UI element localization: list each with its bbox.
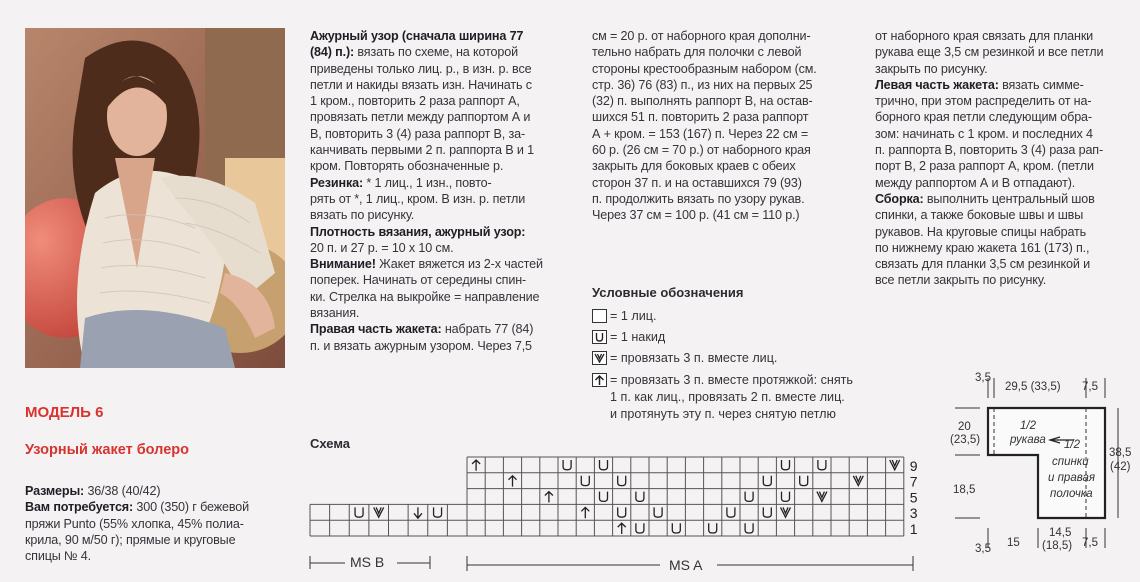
text-line: порт В, 2 раза раппорт А, кром. (петли xyxy=(875,159,1094,174)
text-line: поперек. Начинать от середины спин- xyxy=(310,273,527,288)
legend-sk2p xyxy=(592,372,853,388)
legend-text: = провязать 3 п. вместе лиц. xyxy=(610,351,778,365)
heading-assembly: Сборка: xyxy=(875,191,924,206)
text-line: связать для планки 3,5 см резинкой и xyxy=(875,257,1090,272)
text-line: вязать по рисунку. xyxy=(310,208,415,223)
heading-rib: Резинка: xyxy=(310,175,363,190)
legend-text: = провязать 3 п. вместе протяжкой: снять xyxy=(610,373,853,387)
dim-label: 3,5 xyxy=(975,543,991,555)
text-line: Через 37 см = 100 р. (41 см = 110 р.) xyxy=(592,208,800,223)
knit-symbol-icon xyxy=(592,309,607,323)
text-line: стороны крестообразным набором (см. xyxy=(592,61,817,76)
text-line: ки. Стрелка на выкройке = направление xyxy=(310,289,540,304)
text-line: п. продолжить вязать по узору рукав. xyxy=(592,191,805,206)
text-line: трично, при этом распределить от на- xyxy=(875,94,1092,109)
knitting-chart xyxy=(305,453,930,578)
need-value: 300 (350) г бежевой xyxy=(133,500,249,515)
yarn-over-symbol-icon xyxy=(592,330,607,344)
back-label: спинки xyxy=(1052,456,1089,468)
dim-label: 20 xyxy=(958,421,971,433)
row-number: 1 xyxy=(909,521,918,537)
text-line: 1 кром., повторить 2 раза раппорт А, xyxy=(310,94,520,109)
text-line: (32) п. выполнять раппорт В, на остав- xyxy=(592,94,813,109)
heading-left-part: Левая часть жакета: xyxy=(875,77,999,92)
legend-text: = 1 накид xyxy=(610,330,666,344)
text-line: между раппортом А и В отпадают). xyxy=(875,175,1076,190)
sizes-label: Размеры: xyxy=(25,484,85,498)
dim-label: 7,5 xyxy=(1082,381,1098,393)
model-photo xyxy=(25,28,285,368)
text-line: рукава еще 3,5 см резинкой и все петли xyxy=(875,45,1104,60)
dim-label: (23,5) xyxy=(950,434,981,446)
back-label: и правая xyxy=(1048,472,1095,484)
dim-label: 15 xyxy=(1007,537,1020,549)
text-column-1 xyxy=(310,28,572,354)
text-line: борного края петли следующим обра- xyxy=(875,110,1092,125)
dim-label: 7,5 xyxy=(1082,537,1098,549)
text-line: все петли закрыть по рисунку. xyxy=(875,273,1047,288)
model-title: МОДЕЛЬ 6 xyxy=(25,404,104,421)
text-line: п. и вязать ажурным узором. Через 7,5 xyxy=(310,338,532,353)
row-number: 9 xyxy=(909,457,918,474)
text-line: тельно набрать для полочки с левой xyxy=(592,45,802,60)
text-line: от наборного края связать для планки xyxy=(875,29,1094,43)
sleeve-label: рукава xyxy=(1010,434,1046,446)
dim-label: 3,5 xyxy=(975,372,991,384)
text-line: выполнить центральный шов xyxy=(923,191,1095,206)
materials-block xyxy=(25,483,290,564)
text-line: по нижнему краю жакета 161 (173) п., xyxy=(875,240,1090,255)
legend-k3tog xyxy=(592,350,777,366)
legend-text: = 1 лиц. xyxy=(610,309,657,323)
text-line: А + кром. = 153 (167) п. Через 22 см = xyxy=(592,126,809,141)
text-line: вязать симме- xyxy=(998,77,1084,92)
text-line: кром. Повторять обозначенные р. xyxy=(310,159,504,174)
text-line: закрыть для боковых краев с обеих xyxy=(592,159,796,174)
text-column-3 xyxy=(875,28,1137,289)
back-label: полочка xyxy=(1050,488,1093,500)
row-number: 3 xyxy=(909,505,918,522)
scheme-title: Схема xyxy=(310,436,351,451)
legend-title: Условные обозначения xyxy=(592,285,744,300)
text-line: спинки, а также боковые швы и швы xyxy=(875,208,1084,223)
dim-label: 14,5 xyxy=(1049,527,1072,539)
text-line: * 1 лиц., 1 изн., повто- xyxy=(363,175,492,190)
legend-knit xyxy=(592,308,656,324)
text-line: рукавов. На круговые спицы набрать xyxy=(875,224,1087,239)
ms-b-label: MS B xyxy=(350,554,385,570)
heading-openwork: (84) п.): xyxy=(310,45,355,60)
legend-yarnover xyxy=(592,329,665,345)
text-line: п. раппорта В, повторить 3 (4) раза рап- xyxy=(875,143,1104,158)
sizes-value: 36/38 (40/42) xyxy=(84,484,161,498)
text-line: вязать по схеме, на которой xyxy=(354,45,518,60)
text-line: закрыть по рисунку. xyxy=(875,61,988,76)
text-line: канчивать первыми 2 п. раппорта В и 1 xyxy=(310,143,534,158)
text-line: вязания. xyxy=(310,306,360,321)
dim-label: (18,5) xyxy=(1042,540,1073,552)
back-label: 1/2 xyxy=(1064,439,1080,451)
text-line: набрать 77 (84) xyxy=(441,322,534,337)
need-value: крила, 90 м/50 г); прямые и круговые xyxy=(25,532,236,547)
heading-right-part: Правая часть жакета: xyxy=(310,322,442,337)
text-line: приведены только лиц. р., в изн. р. все xyxy=(310,61,532,76)
dim-label: (42) xyxy=(1110,461,1131,473)
text-line: зом: начинать с 1 кром. и последних 4 xyxy=(875,126,1093,141)
need-value: пряжи Punto (55% хлопка, 45% полиа- xyxy=(25,516,244,531)
text-line: рять от *, 1 лиц., кром. В изн. р. петли xyxy=(310,191,526,206)
sk2p-symbol-icon xyxy=(592,373,607,387)
ms-a-label: MS A xyxy=(669,557,703,573)
text-line: Жакет вяжется из 2-х частей xyxy=(375,257,543,272)
need-label: Вам потребуется: xyxy=(25,500,134,515)
legend-text: 1 п. как лиц., провязать 2 п. вместе лиц. xyxy=(610,390,845,404)
text-line: 60 р. (26 см = 70 р.) от наборного края xyxy=(592,143,811,158)
text-line: провязать петли между раппортом А и xyxy=(310,110,531,125)
heading-attention: Внимание! xyxy=(310,257,376,272)
text-line: 20 п. и 27 р. = 10 х 10 см. xyxy=(310,240,454,255)
row-number: 7 xyxy=(909,473,918,490)
dim-label: 38,5 xyxy=(1109,447,1132,459)
row-number: 5 xyxy=(909,489,918,506)
text-column-2 xyxy=(592,28,857,224)
sleeve-label: 1/2 xyxy=(1020,420,1036,432)
legend-text: и протянуть эту п. через снятую петлю xyxy=(610,407,836,421)
text-line: шихся 51 п. повторить 2 раза раппорт xyxy=(592,110,809,125)
text-line: см = 20 р. от наборного края дополни- xyxy=(592,29,811,43)
dim-label: 18,5 xyxy=(953,484,976,496)
heading-gauge: Плотность вязания, ажурный узор: xyxy=(310,224,526,239)
k3tog-symbol-icon xyxy=(592,351,607,365)
dim-label: 29,5 (33,5) xyxy=(1005,381,1061,393)
text-line: сторон 37 п. и на оставшихся 79 (93) xyxy=(592,175,802,190)
model-subtitle: Узорный жакет болеро xyxy=(25,442,189,458)
need-value: спицы № 4. xyxy=(25,549,91,564)
heading-openwork: Ажурный узор (сначала ширина 77 xyxy=(310,29,524,43)
text-line: В, повторить 3 (4) раза раппорт В, за- xyxy=(310,126,525,141)
text-line: стр. 36) 76 (83) п., из них на первых 25 xyxy=(592,77,813,92)
text-line: петли и накиды вязать изн. Начинать с xyxy=(310,77,532,92)
